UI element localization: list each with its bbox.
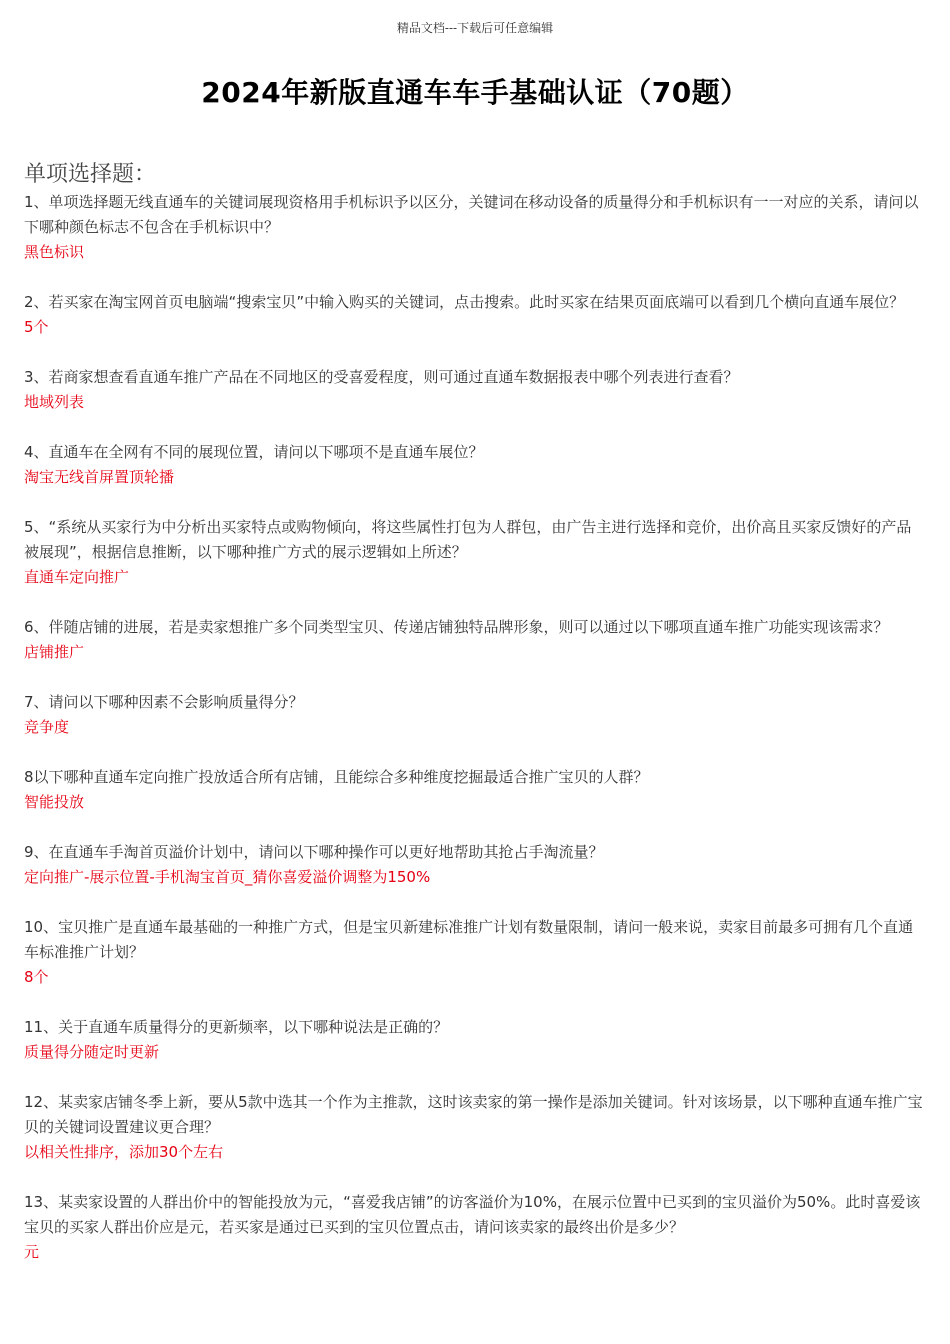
question-text: 1、单项选择题无线直通车的关键词展现资格用手机标识予以区分，关键词在移动设备的质量得分和手机标识有一一对应的关系，请问以下哪种颜色标志不包含在手机标识中？ — [24, 193, 919, 236]
header-note: 精品文档---下载后可任意编辑 — [396, 21, 554, 35]
answer-text: 地域列表 — [24, 393, 85, 411]
answer-text: 质量得分随定时更新 — [24, 1043, 160, 1061]
question-text: 4、直通车在全网有不同的展现位置，请问以下哪项不是直通车展位？ — [24, 443, 484, 461]
question-text: 10、宝贝推广是直通车最基础的一种推广方式，但是宝贝新建标准推广计划有数量限制，请问一般来说，卖家目前最多可拥有几个直通车标准推广计划？ — [24, 918, 914, 961]
question-item-10 — [24, 915, 926, 990]
question-text: 13、某卖家设置的人群出价中的智能投放为元，“喜爱我店铺”的访客溢价为10%，在展示位置中已买到的宝贝溢价为50%。此时喜爱该宝贝的买家人群出价应是元，若买家是通过已买到的宝贝位置点击，请问该卖家的最终出价是多少？ — [24, 1193, 921, 1236]
question-item-9 — [24, 840, 926, 890]
answer-text: 定向推广-展示位置-手机淘宝首页_猜你喜爱溢价调整为150% — [24, 868, 431, 886]
answer-text: 直通车定向推广 — [24, 568, 130, 586]
question-item-4 — [24, 440, 926, 490]
question-item-1 — [24, 190, 926, 265]
answer-text: 5个 — [24, 318, 49, 336]
question-item-6 — [24, 615, 926, 665]
question-item-5 — [24, 515, 926, 590]
question-text: 6、伴随店铺的进展，若是卖家想推广多个同类型宝贝、传递店铺独特品牌形象，则可以通过以下哪项直通车推广功能实现该需求？ — [24, 618, 889, 636]
question-item-13 — [24, 1190, 926, 1265]
document-title: 2024年新版直通车车手基础认证（70题） — [201, 76, 749, 109]
question-text: 12、某卖家店铺冬季上新，要从5款中选其一个作为主推款，这时该卖家的第一操作是添加关键词。针对该场景，以下哪种直通车推广宝贝的关键词设置建议更合理？ — [24, 1093, 923, 1136]
question-text: 2、若买家在淘宝网首页电脑端“搜索宝贝”中输入购买的关键词，点击搜索。此时买家在结果页面底端可以看到几个横向直通车展位？ — [24, 293, 905, 311]
answer-text: 智能投放 — [24, 793, 85, 811]
question-text: 9、在直通车手淘首页溢价计划中，请问以下哪种操作可以更好地帮助其抢占手淘流量？ — [24, 843, 604, 861]
section-heading: 单项选择题： — [24, 162, 157, 187]
answer-text: 黑色标识 — [24, 243, 85, 261]
question-item-2 — [24, 290, 926, 340]
answer-text: 竞争度 — [24, 718, 70, 736]
question-text: 3、若商家想查看直通车推广产品在不同地区的受喜爱程度，则可通过直通车数据报表中哪个列表进行查看？ — [24, 368, 739, 386]
question-item-7 — [24, 690, 926, 740]
answer-text: 淘宝无线首屏置顶轮播 — [24, 468, 175, 486]
question-list — [24, 190, 926, 1290]
question-text: 7、请问以下哪种因素不会影响质量得分？ — [24, 693, 304, 711]
answer-text: 以相关性排序，添加30个左右 — [24, 1143, 224, 1161]
question-text: 11、关于直通车质量得分的更新频率，以下哪种说法是正确的？ — [24, 1018, 449, 1036]
answer-text: 店铺推广 — [24, 643, 85, 661]
answer-text: 元 — [24, 1243, 40, 1261]
question-item-11 — [24, 1015, 926, 1065]
answer-text: 8个 — [24, 968, 49, 986]
question-item-3 — [24, 365, 926, 415]
question-item-8 — [24, 765, 926, 815]
question-text: 8以下哪种直通车定向推广投放适合所有店铺，且能综合多种维度挖掘最适合推广宝贝的人群？ — [24, 768, 649, 786]
question-text: 5、“系统从买家行为中分析出买家特点或购物倾向，将这些属性打包为人群包，由广告主进行选择和竞价，出价高且买家反馈好的产品被展现”，根据信息推断，以下哪种推广方式的展示逻辑如上所述？ — [24, 518, 912, 561]
question-item-12 — [24, 1090, 926, 1165]
